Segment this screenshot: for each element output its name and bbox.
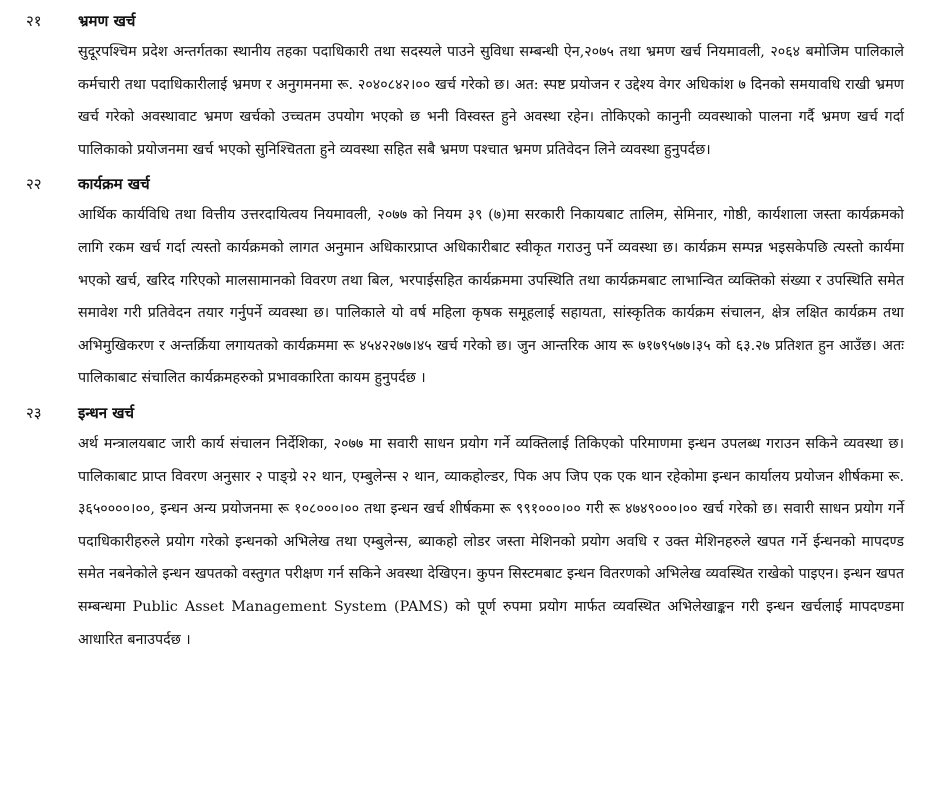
section-fuel-expense bbox=[26, 400, 904, 656]
section-program-expense bbox=[26, 171, 904, 395]
section-title: इन्धन खर्च bbox=[78, 403, 135, 422]
section-travel-expense bbox=[26, 8, 904, 166]
section-paragraph: सुदूरपश्चिम प्रदेश अन्तर्गतका स्थानीय तहका पदाधिकारी तथा सदस्यले पाउने सुविधा सम्बन्धी ऐन,२०७५ तथा भ्रमण खर्च नियमावली, २०६४ बमोजिम पालिकाले कर्मचारी तथा पदाधिकारीलाई भ्रमण र अनुगमनमा रू. २०४०८४२।०० खर्च गरेको छ। अत: स्पष्ट प्रयोजन र उद्देश्य वेगर अधिकांश ७ दिनको समयावधि राखी भ्रमण खर्च गरेको अवस्थावाट भ्रमण खर्चको उच्चतम उपयोग भएको छ भनी विस्वस्त हुने अवस्था रहेन। तोकिएको कानुनी व्यवस्थाको पालना गर्दै भ्रमण खर्च गर्दा पालिकाको प्रयोजनमा खर्च भएको सुनिश्चितता हुने व्यवस्था सहित सबै भ्रमण पश्चात भ्रमण प्रतिवेदन लिने व्यवस्था हुनुपर्दछ। bbox=[78, 44, 904, 158]
section-number: २२ bbox=[26, 175, 42, 194]
section-title: कार्यक्रम खर्च bbox=[78, 175, 150, 194]
section-number: २१ bbox=[26, 12, 42, 30]
section-number: २३ bbox=[26, 403, 42, 422]
section-title: भ्रमण खर्च bbox=[78, 12, 136, 30]
section-paragraph: आर्थिक कार्यविधि तथा वित्तीय उत्तरदायित्वय नियमावली, २०७७ को नियम ३९ (७)मा सरकारी निकायबाट तालिम, सेमिनार, गोष्ठी, कार्यशाला जस्ता कार्यक्रमको लागि रकम खर्च गर्दा त्यस्तो कार्यक्रमको लागत अनुमान अधिकारप्राप्त अधिकारीबाट स्वीकृत गराउनु पर्ने व्यवस्था छ। कार्यक्रम सम्पन्न भइसकेपछि त्यस्तो कार्यमा भएको खर्च, खरिद गरिएको मालसामानको विवरण तथा बिल, भरपाईसहित कार्यक्रममा उपस्थिति तथा कार्यक्रमबाट लाभान्वित व्यक्तिको संख्या र उपस्थिति समेत समावेश गरी प्रतिवेदन तयार गर्नुपर्ने व्यवस्था छ। पालिकाले यो वर्ष महिला कृषक समूहलाई सहायता, सांस्कृतिक कार्यक्रम संचालन, क्षेत्र लक्षित कार्यक्रम तथा अभिमुखिकरण र अन्तर्क्रिया लगायतको कार्यक्रममा रू ४५४२२७७।४५ खर्च गरेको छ। जुन आन्तरिक आय रू ७१७९५७७।३५ को ६३.२७ प्रतिशत हुन आउँछ। अतः पालिकाबाट संचालित कार्यक्रमहरुको प्रभावकारिता कायम हुनुपर्दछ । bbox=[78, 207, 904, 387]
section-paragraph: अर्थ मन्त्रालयबाट जारी कार्य संचालन निर्देशिका, २०७७ मा सवारी साधन प्रयोग गर्ने व्यक्तिलाई तिकिएको परिमाणमा इन्धन उपलब्ध गराउन सकिने व्यवस्था छ। पालिकाबाट प्राप्त विवरण अनुसार २ पाङ्ग्रे २२ थान, एम्बुलेन्स २ थान, व्याकहोल्डर, पिक अप जिप एक एक थान रहेकोमा इन्धन कार्यालय प्रयोजन शीर्षकमा रू. ३६५००००।००, इन्धन अन्य प्रयोजनमा रू १०८०००।०० तथा इन्धन खर्च शीर्षकमा रू ९९१०००।०० गरी रू ४७४९०००।०० खर्च गरेको छ। सवारी साधन प्रयोग गर्ने पदाधिकारीहरुले प्रयोग गरेको इन्धनको अभिलेख तथा एम्बुलेन्स, ब्याकहो लोडर जस्ता मेशिनको प्रयोग अवधि र उक्त मेशिनहरुले खपत गर्ने ईन्धनको मापदण्ड समेत नबनेकोले इन्धन खपतको वस्तुगत परीक्षण गर्न सकिने अवस्था देखिएन। कुपन सिस्टमबाट इन्धन वितरणको अभिलेख व्यवस्थित राखेको पाइएन। इन्धन खपत सम्बन्धमा Public Asset Management System (PAMS) को पूर्ण रुपमा प्रयोग मार्फत व्यवस्थित अभिलेखाङ्कन गरी इन्धन खर्चलाई मापदण्डमा आधारित बनाउपर्दछ । bbox=[78, 435, 904, 648]
